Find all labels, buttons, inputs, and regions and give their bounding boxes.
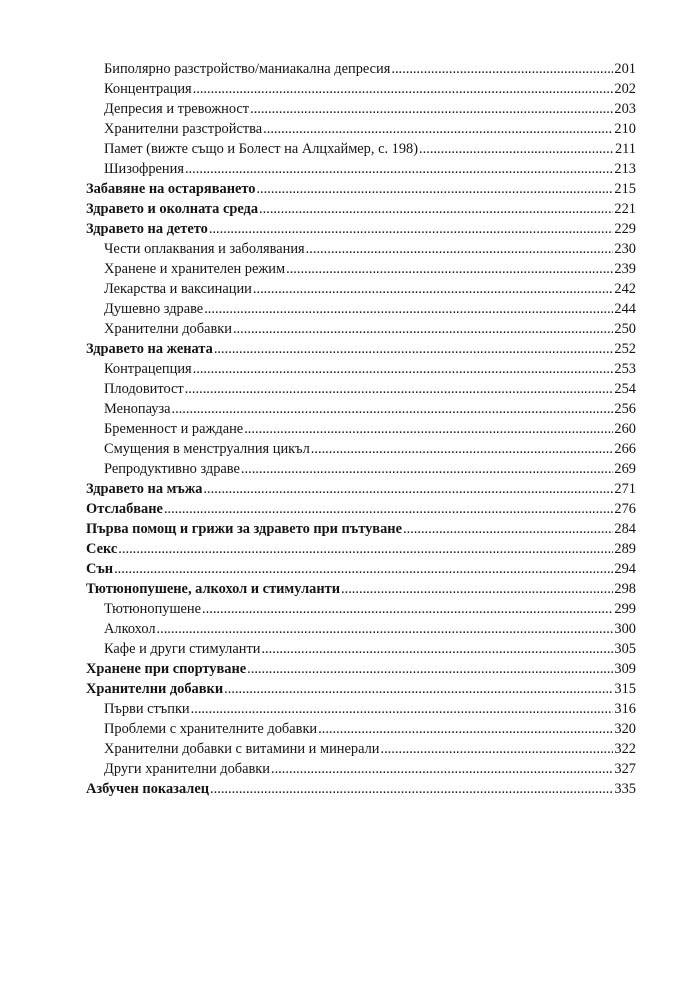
toc-subsection-entry	[86, 139, 636, 159]
dot-leader	[250, 99, 613, 119]
dot-leader	[224, 679, 613, 699]
toc-entry-title: Първи стъпки	[104, 701, 190, 717]
toc-section-entry	[86, 579, 636, 599]
toc-page-number: 305	[614, 641, 636, 657]
toc-entry-title: Бременност и раждане	[104, 421, 244, 437]
toc-entry-title: Първа помощ и грижи за здравето при пътуване	[86, 521, 402, 537]
dot-leader	[172, 399, 614, 419]
toc-entry-title: Хранителни добавки	[86, 681, 224, 697]
dot-leader	[118, 539, 613, 559]
toc-entry-title: Други хранителни добавки	[104, 761, 270, 777]
toc-page-number: 298	[614, 581, 636, 597]
dot-leader	[306, 239, 614, 259]
dot-leader	[244, 419, 613, 439]
dot-leader	[263, 119, 613, 139]
toc-section-entry	[86, 179, 636, 199]
toc-entry-title: Тютюнопушене	[104, 601, 202, 617]
toc-page-number: 320	[614, 721, 636, 737]
toc-subsection-entry	[86, 399, 636, 419]
toc-entry-title: Секс	[86, 541, 118, 557]
toc-page-number: 299	[614, 601, 636, 617]
toc-subsection-entry	[86, 419, 636, 439]
toc-entry-title: Чести оплаквания и заболявания	[104, 241, 305, 257]
dot-leader	[164, 499, 613, 519]
toc-subsection-entry	[86, 439, 636, 459]
dot-leader	[210, 779, 613, 799]
toc-subsection-entry	[86, 599, 636, 619]
toc-page-number: 260	[614, 421, 636, 437]
toc-subsection-entry	[86, 119, 636, 139]
dot-leader	[204, 299, 613, 319]
toc-page-number: 309	[614, 661, 636, 677]
toc-subsection-entry	[86, 299, 636, 319]
toc-subsection-entry	[86, 279, 636, 299]
toc-subsection-entry	[86, 619, 636, 639]
toc-page-number: 254	[614, 381, 636, 397]
toc-entry-title: Лекарства и ваксинации	[104, 281, 252, 297]
toc-page-number: 316	[614, 701, 636, 717]
toc-entry-title: Хранителни добавки	[104, 321, 232, 337]
toc-page-number: 210	[614, 121, 636, 137]
toc-subsection-entry	[86, 359, 636, 379]
dot-leader	[241, 459, 614, 479]
toc-page-number: 322	[614, 741, 636, 757]
toc-entry-title: Алкохол	[104, 621, 156, 637]
toc-subsection-entry	[86, 59, 636, 79]
toc-page-number: 276	[614, 501, 636, 517]
toc-entry-title: Душевно здраве	[104, 301, 204, 317]
toc-section-entry	[86, 499, 636, 519]
dot-leader	[261, 639, 613, 659]
toc-entry-title: Биполярно разстройство/маниакална депресия	[104, 61, 391, 77]
dot-leader	[403, 519, 613, 539]
table-of-contents	[86, 59, 636, 799]
toc-entry-title: Смущения в менструалния цикъл	[104, 441, 310, 457]
toc-section-entry	[86, 479, 636, 499]
toc-page-number: 244	[614, 301, 636, 317]
dot-leader	[233, 319, 613, 339]
toc-section-entry	[86, 659, 636, 679]
toc-entry-title: Хранителни разстройства	[104, 121, 263, 137]
toc-subsection-entry	[86, 459, 636, 479]
toc-section-entry	[86, 219, 636, 239]
toc-page-number: 252	[614, 341, 636, 357]
toc-entry-title: Тютюнопушене, алкохол и стимуланти	[86, 581, 340, 597]
toc-section-entry	[86, 679, 636, 699]
toc-page-number: 202	[614, 81, 636, 97]
dot-leader	[419, 139, 614, 159]
dot-leader	[209, 219, 614, 239]
toc-subsection-entry	[86, 239, 636, 259]
toc-entry-title: Репродуктивно здраве	[104, 461, 240, 477]
toc-page-number: 213	[614, 161, 636, 177]
toc-page-number: 250	[614, 321, 636, 337]
toc-entry-title: Хранене при спортуване	[86, 661, 247, 677]
toc-page-number: 201	[614, 61, 636, 77]
dot-leader	[256, 179, 613, 199]
toc-subsection-entry	[86, 259, 636, 279]
dot-leader	[157, 619, 614, 639]
toc-entry-title: Кафе и други стимуланти	[104, 641, 261, 657]
toc-entry-title: Менопауза	[104, 401, 171, 417]
toc-page-number: 327	[614, 761, 636, 777]
toc-entry-title: Хранителни добавки с витамини и минерали	[104, 741, 380, 757]
dot-leader	[185, 159, 613, 179]
toc-section-entry	[86, 539, 636, 559]
dot-leader	[193, 359, 614, 379]
toc-section-entry	[86, 559, 636, 579]
toc-page-number: 300	[614, 621, 636, 637]
dot-leader	[391, 59, 613, 79]
toc-entry-title: Концентрация	[104, 81, 192, 97]
dot-leader	[193, 79, 614, 99]
toc-entry-title: Отслабване	[86, 501, 163, 517]
toc-entry-title: Здравето на жената	[86, 341, 213, 357]
toc-page-number: 294	[614, 561, 636, 577]
toc-entry-title: Депресия и тревожност	[104, 101, 250, 117]
toc-subsection-entry	[86, 319, 636, 339]
dot-leader	[191, 699, 614, 719]
toc-subsection-entry	[86, 379, 636, 399]
toc-section-entry	[86, 339, 636, 359]
dot-leader	[311, 439, 614, 459]
toc-subsection-entry	[86, 639, 636, 659]
dot-leader	[203, 479, 613, 499]
toc-page-number: 239	[614, 261, 636, 277]
dot-leader	[247, 659, 613, 679]
dot-leader	[286, 259, 613, 279]
toc-section-entry	[86, 519, 636, 539]
toc-entry-title: Памет (вижте също и Болест на Алцхаймер, с. 198)	[104, 141, 419, 157]
toc-page-number: 230	[614, 241, 636, 257]
toc-entry-title: Здравето на детето	[86, 221, 208, 237]
dot-leader	[202, 599, 613, 619]
toc-page-number: 253	[614, 361, 636, 377]
dot-leader	[214, 339, 614, 359]
toc-entry-title: Плодовитост	[104, 381, 184, 397]
toc-subsection-entry	[86, 79, 636, 99]
toc-section-entry	[86, 779, 636, 799]
toc-entry-title: Контрацепция	[104, 361, 192, 377]
toc-entry-title: Здравето на мъжа	[86, 481, 203, 497]
toc-entry-title: Азбучен показалец	[86, 781, 210, 797]
toc-subsection-entry	[86, 99, 636, 119]
dot-leader	[271, 759, 613, 779]
toc-subsection-entry	[86, 159, 636, 179]
dot-leader	[253, 279, 614, 299]
toc-page-number: 284	[614, 521, 636, 537]
dot-leader	[318, 719, 613, 739]
toc-page-number: 211	[614, 141, 636, 157]
dot-leader	[114, 559, 613, 579]
toc-entry-title: Здравето и околната среда	[86, 201, 259, 217]
toc-page-number: 269	[614, 461, 636, 477]
toc-subsection-entry	[86, 739, 636, 759]
toc-page-number: 335	[614, 781, 636, 797]
toc-section-entry	[86, 199, 636, 219]
toc-page-number: 271	[614, 481, 636, 497]
toc-entry-title: Хранене и хранителен режим	[104, 261, 286, 277]
toc-page-number: 203	[614, 101, 636, 117]
toc-subsection-entry	[86, 719, 636, 739]
toc-entry-title: Забавяне на остаряването	[86, 181, 256, 197]
toc-subsection-entry	[86, 699, 636, 719]
toc-subsection-entry	[86, 759, 636, 779]
dot-leader	[259, 199, 613, 219]
toc-page-number: 221	[614, 201, 636, 217]
dot-leader	[380, 739, 613, 759]
toc-entry-title: Шизофрения	[104, 161, 184, 177]
dot-leader	[341, 579, 613, 599]
toc-entry-title: Проблеми с хранителните добавки	[104, 721, 318, 737]
dot-leader	[185, 379, 614, 399]
toc-page-number: 266	[614, 441, 636, 457]
toc-page-number: 289	[614, 541, 636, 557]
toc-entry-title: Сън	[86, 561, 114, 577]
toc-page-number: 256	[614, 401, 636, 417]
toc-page-number: 215	[614, 181, 636, 197]
toc-page-number: 242	[614, 281, 636, 297]
toc-page-number: 315	[614, 681, 636, 697]
toc-page-number: 229	[614, 221, 636, 237]
